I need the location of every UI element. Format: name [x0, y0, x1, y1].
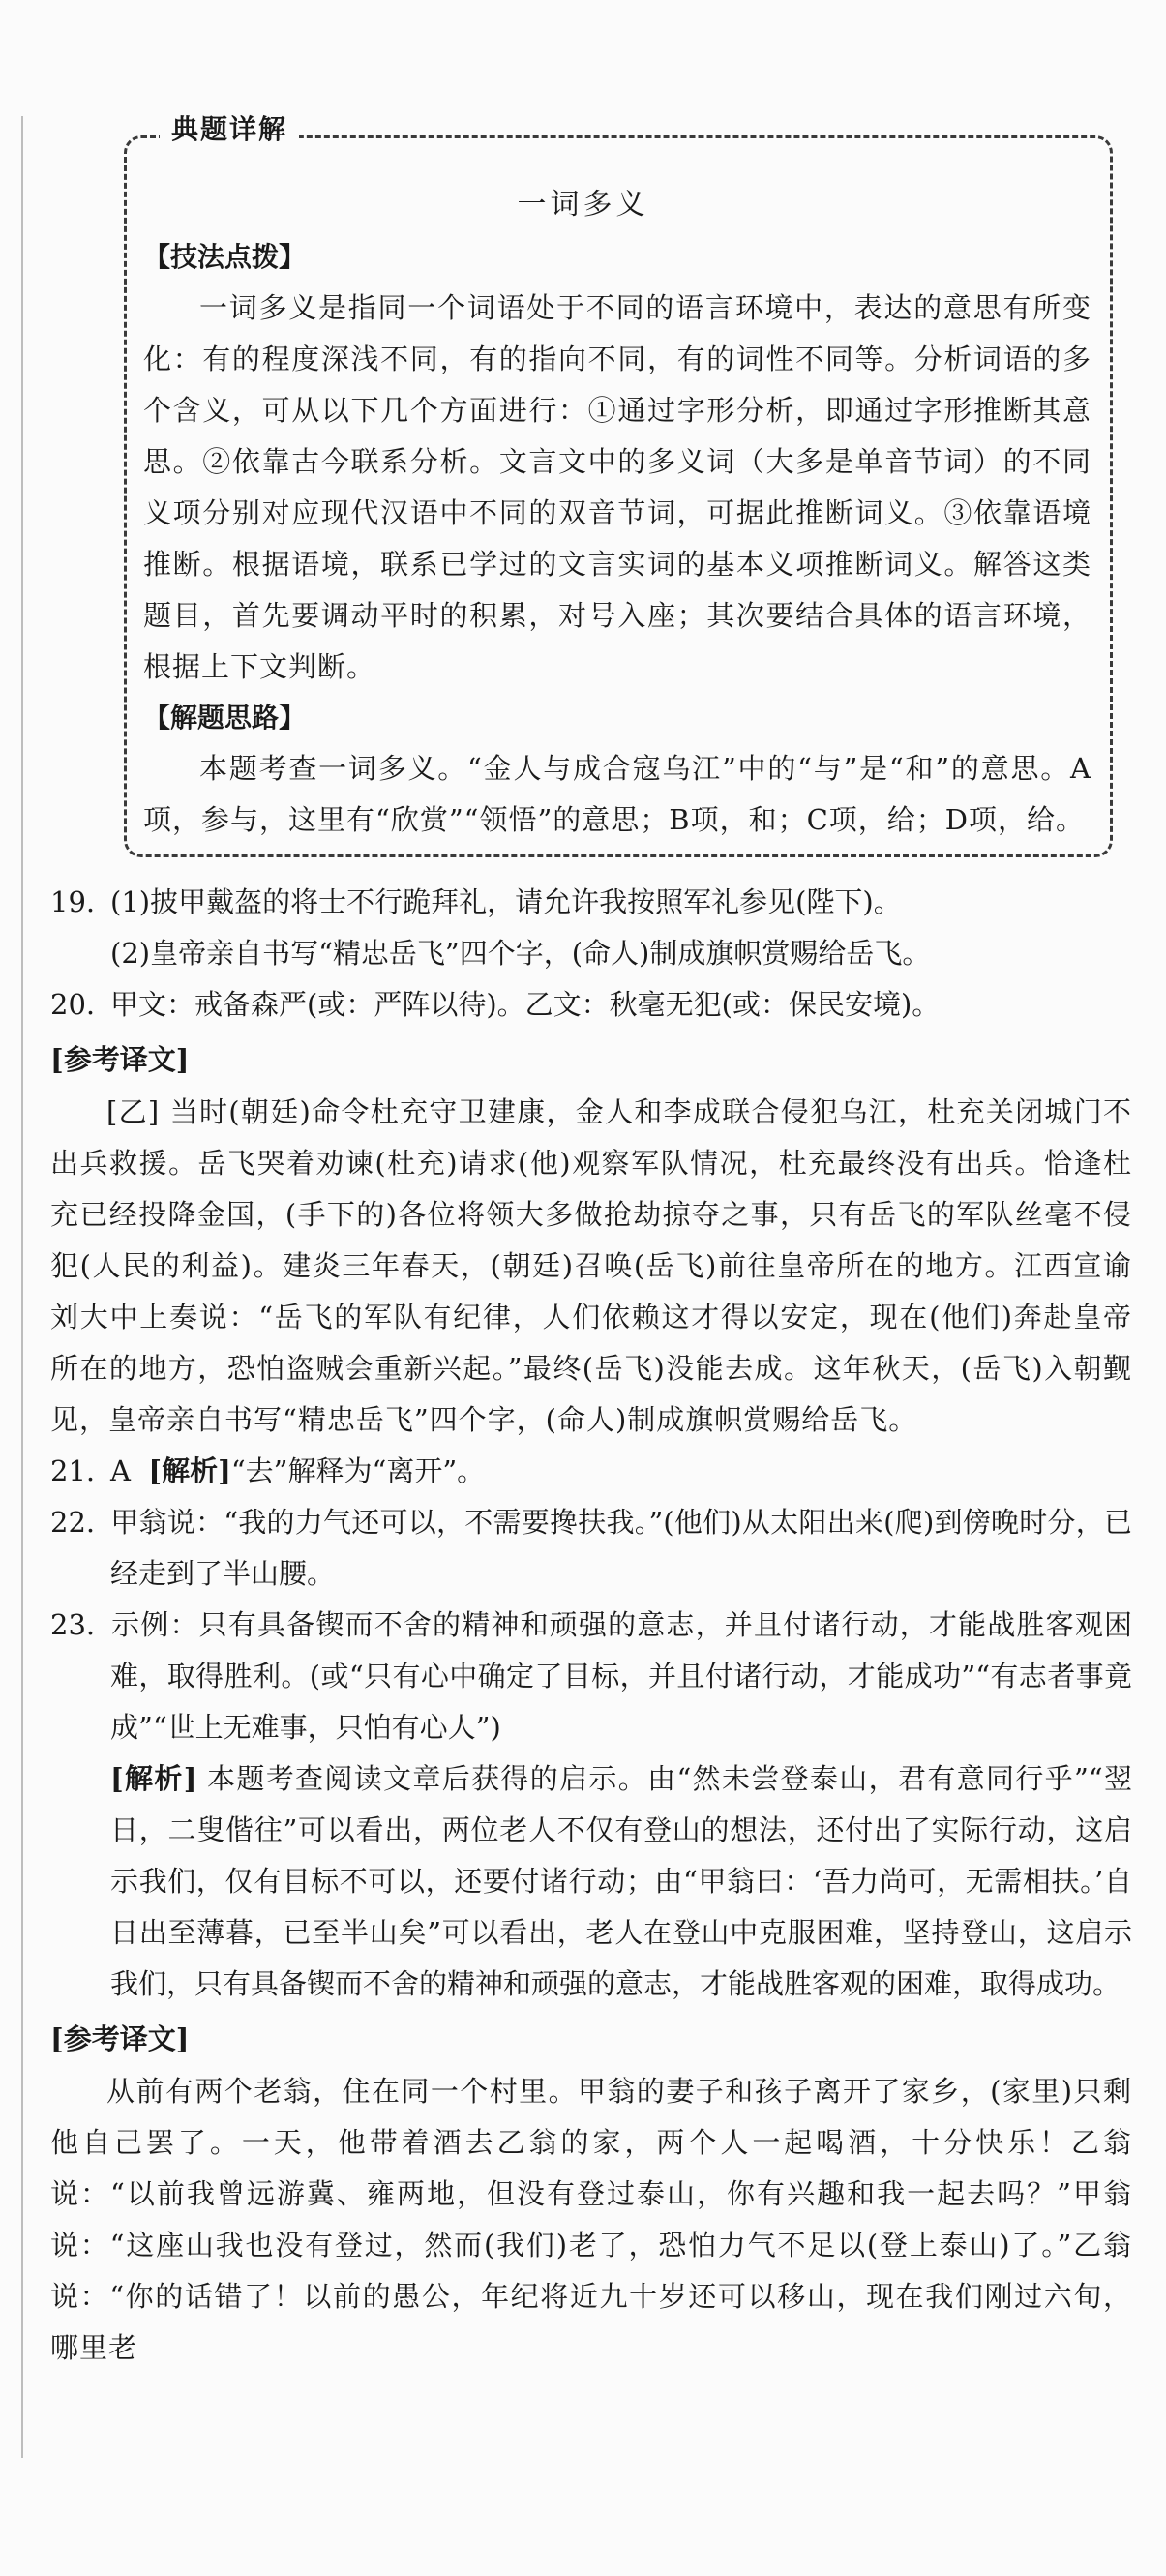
q23-analysis-tag: [解析] — [110, 1762, 197, 1795]
q22-number: 22. — [50, 1506, 96, 1539]
q22 — [50, 1497, 1132, 1600]
q19-answer-1: (1)披甲戴盔的将士不行跪拜礼，请允许我按照军礼参见(陛下)。 — [110, 885, 902, 918]
q19-answer-2: (2)皇帝亲自书写“精忠岳飞”四个字，(命人)制成旗帜赏赐给岳飞。 — [110, 937, 931, 970]
solve-heading: 【解题思路】 — [143, 702, 307, 734]
q21-answer: A — [110, 1454, 131, 1487]
q22-answer: 甲翁说：“我的力气还可以，不需要搀扶我。”(他们)从太阳出来(爬)到傍晚时分，已经走到了半山腰。 — [110, 1506, 1132, 1590]
q21-number: 21. — [50, 1454, 96, 1487]
q23-analysis-block — [50, 1753, 1132, 2010]
q23-answer: 示例：只有具备锲而不舍的精神和顽强的意志，并且付诸行动，才能战胜客观困难，取得胜利。(或“只有心中确定了目标，并且付诸行动，才能成功”“有志者事竟成”“世上无难事，只怕有心人”) — [110, 1608, 1132, 1744]
box-body — [143, 232, 1091, 846]
q21 — [50, 1446, 1132, 1497]
tip-text: 一词多义是指同一个词语处于不同的语言环境中，表达的意思有所变化：有的程度深浅不同，有的指向不同，有的词性不同等。分析词语的多个含义，可从以下几个方面进行：①通过字形分析，即通过字形推断其意思。②依靠古今联系分析。文言文中的多义词（大多是单音节词）的不同义项分别对应现代汉语中不同的双音节词，可据此推断词义。③依靠语境推断。根据语境，联系已学过的文言实词的基本义项推断词义。解答这类题目，首先要调动平时的积累，对号入座；其次要结合具体的语言环境，根据上下文判断。 — [143, 291, 1091, 683]
q21-analysis: “去”解释为“离开”。 — [230, 1454, 486, 1487]
answers-section — [50, 877, 1132, 2374]
q20-answer: 甲文：戒备森严(或：严阵以待)。乙文：秋毫无犯(或：保民安境)。 — [110, 988, 941, 1021]
q23-analysis: 本题考查阅读文章后获得的启示。由“然未尝登泰山，君有意同行乎”“翌日，二叟偕往”可以看出，两位老人不仅有登山的想法，还付出了实际行动，这启示我们，仅有目标不可以，还要付诸行动；由“甲翁曰：‘吾力尚可，无需相扶。’自日出至薄暮，已至半山矣”可以看出，老人在登山中克服困难，坚持登山，这启示我们，只有具备锲而不舍的精神和顽强的意志，才能战胜客观的困难，取得成功。 — [110, 1762, 1132, 2000]
ref2-text: 从前有两个老翁，住在同一个村里。甲翁的妻子和孩子离开了家乡，(家里)只剩他自己罢了。一天，他带着酒去乙翁的家，两个人一起喝酒，十分快乐！乙翁说：“以前我曾远游冀、雍两地，但没有登过泰山，你有兴趣和我一起去吗？”甲翁说：“这座山我也没有登过，然而(我们)老了，恐怕力气不足以(登上泰山)了。”乙翁说：“你的话错了！以前的愚公，年纪将近九十岁还可以移山，现在我们刚过六旬，哪里老 — [50, 2075, 1132, 2364]
ref2-label: [参考译文] — [50, 2022, 190, 2055]
box-title: 一词多义 — [517, 188, 649, 222]
q23-number: 23. — [50, 1608, 96, 1641]
q23 — [50, 1600, 1132, 1753]
q20 — [50, 979, 1132, 1031]
solve-text: 本题考查一词多义。“金人与成合寇乌江”中的“与”是“和”的意思。A项，参与，这里有“欣赏”“领悟”的意思；B项，和；C项，给；D项，给。 — [143, 752, 1091, 836]
q19-number: 19. — [50, 885, 96, 918]
ref1-label: [参考译文] — [50, 1043, 190, 1076]
tip-heading: 【技法点拨】 — [143, 241, 307, 273]
q21-analysis-tag: [解析] — [148, 1454, 231, 1487]
q19-line1 — [50, 877, 1132, 928]
q20-number: 20. — [50, 988, 96, 1021]
page-spine — [21, 116, 23, 2458]
box-label: 典题详解 — [160, 108, 299, 147]
ref1-text: [乙] 当时(朝廷)命令杜充守卫建康，金人和李成联合侵犯乌江，杜充关闭城门不出兵救援。岳飞哭着劝谏(杜充)请求(他)观察军队情况，杜充最终没有出兵。恰逢杜充已经投降金国，(手下的)各位将领大多做抢劫掠夺之事，只有岳飞的军队丝毫不侵犯(人民的利益)。建炎三年春天，(朝廷)召唤(岳飞)前往皇帝所在的地方。江西宣谕刘大中上奏说：“岳飞的军队有纪律，人们依赖这才得以安定，现在(他们)奔赴皇帝所在的地方，恐怕盗贼会重新兴起。”最终(岳飞)没能去成。这年秋天，(岳飞)入朝觐见，皇帝亲自书写“精忠岳飞”四个字，(命人)制成旗帜赏赐给岳飞。 — [50, 1095, 1132, 1436]
